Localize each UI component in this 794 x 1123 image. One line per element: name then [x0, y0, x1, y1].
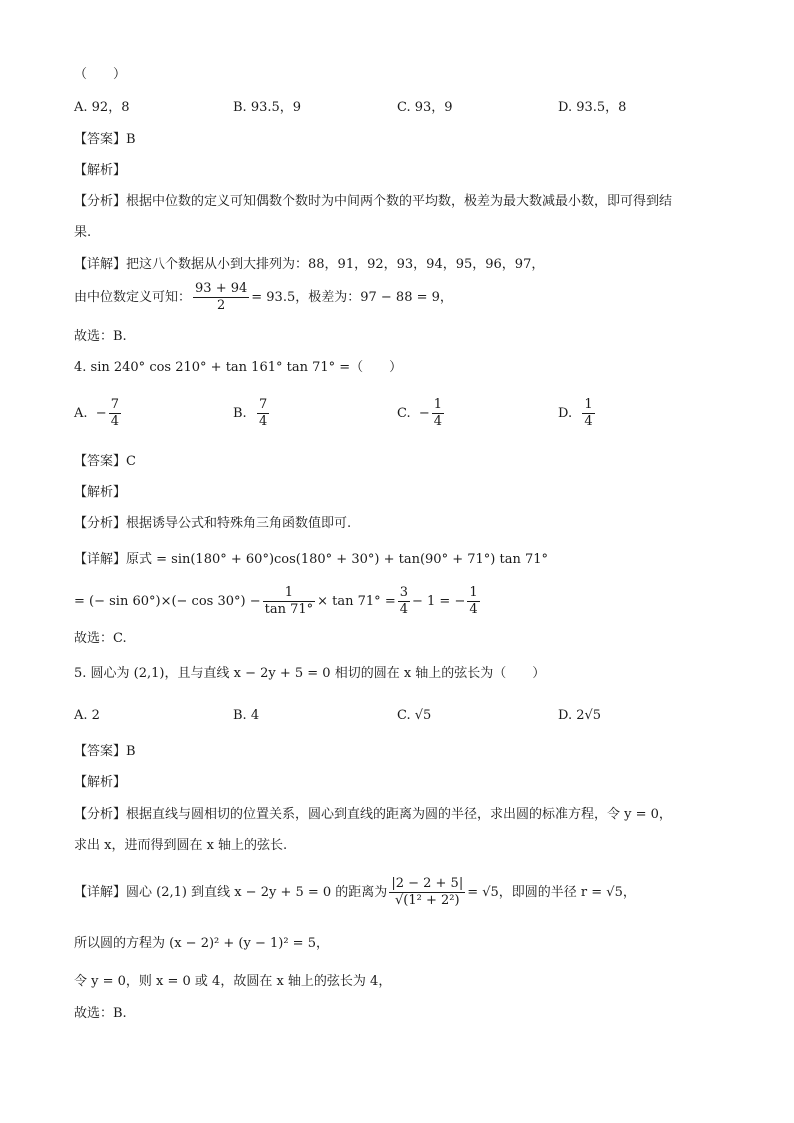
q3-fenxi-line2: 果. [74, 225, 92, 240]
q4-option-d-num: 1 [584, 397, 593, 412]
q3-median-numerator: 93 + 94 [195, 281, 248, 296]
q4-option-c-fraction [432, 397, 444, 430]
q5-detail-line2: 所以圆的方程为 (x − 2)² + (y − 1)² = 5， [74, 936, 329, 951]
q5-distance-fraction [389, 876, 465, 909]
q3-detail-rest: = 93.5，极差为：97 − 88 = 9， [251, 290, 453, 305]
q4-option-c-sign: − [418, 406, 430, 421]
q4-detail-line1: 【详解】原式 = sin(180° + 60°)cos(180° + 30°) + tan(90° + 71°) tan 71° [74, 552, 548, 567]
q4-option-c-label: C. [397, 406, 411, 421]
q5-detail-line3: 令 y = 0，则 x = 0 或 4，故圆在 x 轴上的弦长为 4， [74, 974, 392, 989]
q5-stem: 5. 圆心为 (2,1)，且与直线 x − 2y + 5 = 0 相切的圆在 x 轴上的弦长为（ ） [74, 666, 546, 681]
q4-detail-frac2-num: 3 [399, 585, 408, 600]
q4-option-a-num: 7 [110, 397, 119, 412]
q5-detail-line1 [74, 873, 636, 913]
q3-detail-line1: 【详解】把这八个数据从小到大排列为：88，91，92，93，94，95，96，97， [74, 257, 545, 272]
q4-option-d-label: D. [558, 406, 573, 421]
q4-detail-part-a: = (− sin 60°)×(− cos 30°) − [74, 594, 261, 609]
q3-median-denominator: 2 [217, 298, 226, 313]
q4-fenxi: 【分析】根据诱导公式和特殊角三角函数值即可. [74, 516, 352, 531]
q3-detail-prefix: 由中位数定义可知： [74, 290, 192, 305]
q5-fenxi-line1: 【分析】根据直线与圆相切的位置关系，圆心到直线的距离为圆的半径，求出圆的标准方程，令 y = 0， [74, 807, 672, 822]
q4-detail-frac2-den: 4 [399, 602, 408, 617]
q4-detail-frac1-den: tan 71° [264, 602, 314, 617]
q4-choose: 故选：C. [74, 631, 127, 646]
q5-option-a: A. 2 [74, 708, 100, 723]
q3-answer: 【答案】B [74, 132, 136, 147]
q4-option-d [558, 396, 597, 432]
q4-detail-fraction3 [467, 585, 479, 618]
q5-option-b: B. 4 [233, 708, 260, 723]
q4-stem: 4. sin 240° cos 210° + tan 161° tan 71° =（ ） [74, 360, 403, 375]
q5-distance-denominator: √(1² + 2²) [394, 893, 460, 908]
q5-detail-part-a: 【详解】圆心 (2,1) 到直线 x − 2y + 5 = 0 的距离为 [74, 885, 388, 900]
q3-detail-line2 [74, 281, 453, 315]
q5-option-c: C. √5 [397, 708, 432, 723]
q4-option-b-num: 7 [258, 397, 268, 412]
q4-detail-line2 [74, 584, 482, 620]
q4-option-a-label: A. [74, 406, 88, 421]
q4-detail-frac1-num: 1 [263, 585, 316, 602]
q4-detail-part-c: − 1 = − [412, 594, 466, 609]
q4-option-c-den: 4 [433, 414, 443, 429]
q5-detail-part-b: = √5，即圆的半径 r = √5， [467, 885, 636, 900]
q4-option-a-sign: − [95, 406, 107, 421]
q3-option-c: C. 93，9 [397, 100, 453, 115]
q4-option-b-den: 4 [258, 414, 268, 429]
q4-detail-part-b: × tan 71° = [317, 594, 396, 609]
q5-fenxi-line2: 求出 x，进而得到圆在 x 轴上的弦长. [74, 838, 288, 853]
q4-option-b-label: B. [233, 406, 247, 421]
q5-choose: 故选：B. [74, 1006, 127, 1021]
q4-option-d-den: 4 [584, 414, 593, 429]
q4-detail-fraction2 [398, 585, 410, 618]
q4-analysis-heading: 【解析】 [74, 485, 127, 500]
q3-option-b: B. 93.5，9 [233, 100, 302, 115]
q3-paren: （ ） [74, 67, 127, 82]
q4-option-a-fraction [109, 397, 121, 430]
q3-analysis-heading: 【解析】 [74, 163, 127, 178]
q4-option-b-fraction [257, 397, 269, 430]
q4-option-c [397, 396, 446, 432]
q4-option-a [74, 396, 123, 432]
q3-choose: 故选：B. [74, 329, 127, 344]
q5-analysis-heading: 【解析】 [74, 775, 127, 790]
q3-median-fraction [193, 281, 249, 314]
q4-detail-frac3-den: 4 [469, 602, 478, 617]
q3-fenxi-line1: 【分析】根据中位数的定义可知偶数个数时为中间两个数的平均数，极差为最大数减最小数，即可得到结 [74, 194, 673, 209]
q5-option-d: D. 2√5 [558, 708, 602, 723]
q4-detail-frac3-num: 1 [469, 585, 478, 600]
q3-option-a: A. 92，8 [74, 100, 130, 115]
q5-answer: 【答案】B [74, 744, 136, 759]
q4-option-b [233, 396, 271, 432]
q4-option-a-den: 4 [110, 414, 119, 429]
q4-answer: 【答案】C [74, 454, 136, 469]
q3-option-d: D. 93.5，8 [558, 100, 627, 115]
q4-detail-fraction1 [263, 585, 316, 618]
q5-distance-numerator: |2 − 2 + 5| [391, 876, 464, 891]
q4-option-d-fraction [582, 397, 594, 430]
q4-option-c-num: 1 [433, 397, 443, 412]
